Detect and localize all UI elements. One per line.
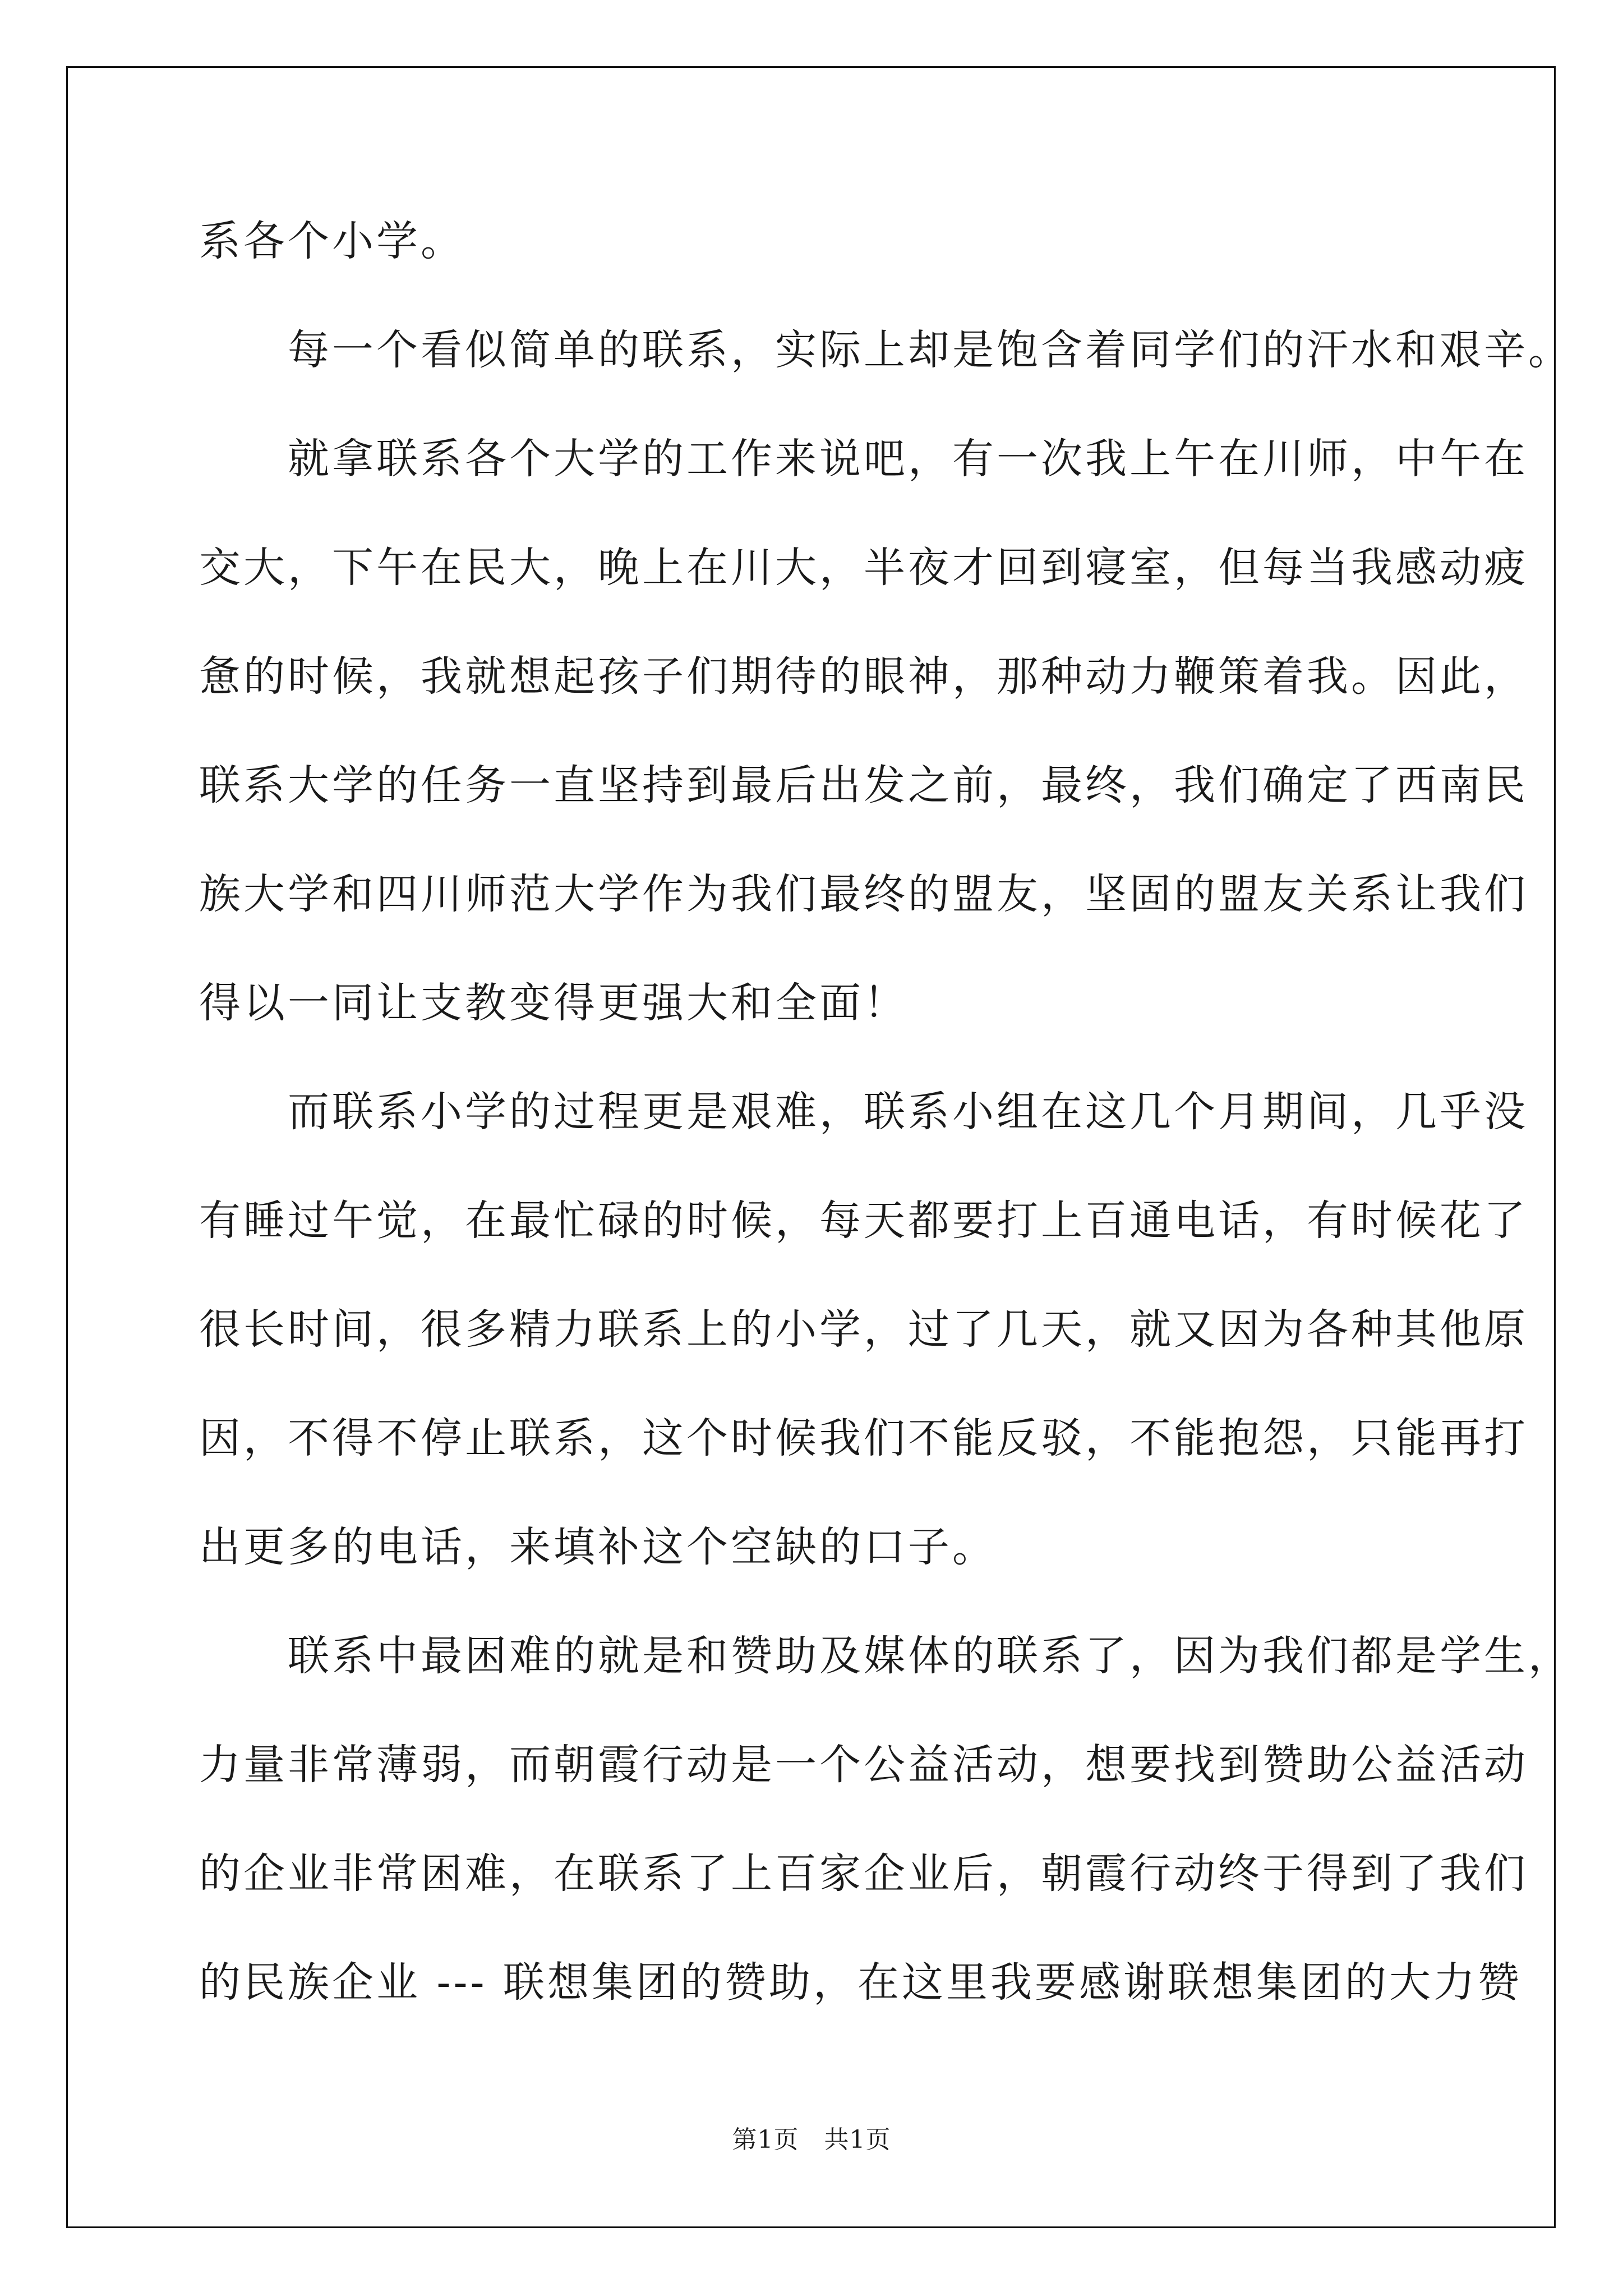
text-line: 每一个看似简单的联系，实际上却是饱含着同学们的汗水和艰辛。 <box>199 326 1573 374</box>
text-line: 惫的时候，我就想起孩子们期待的眼神，那种动力鞭策着我。因此， <box>199 652 1528 701</box>
text-line: 的民族企业 --- 联想集团的赞助，在这里我要感谢联想集团的大力赞 <box>199 1958 1523 2007</box>
text-line: 而联系小学的过程更是艰难，联系小组在这几个月期间，几乎没 <box>199 1088 1528 1136</box>
text-line: 力量非常薄弱，而朝霞行动是一个公益活动，想要找到赞助公益活动 <box>199 1741 1528 1789</box>
text-line: 联系大学的任务一直坚持到最后出发之前，最终，我们确定了西南民 <box>199 761 1528 809</box>
page-total: 共1页 <box>824 2125 891 2154</box>
text-line: 有睡过午觉，在最忙碌的时候，每天都要打上百通电话，有时候花了 <box>199 1197 1528 1245</box>
page-footer <box>0 2123 1623 2157</box>
text-line: 出更多的电话，来填补这个空缺的口子。 <box>199 1523 997 1571</box>
text-line: 系各个小学。 <box>199 217 465 265</box>
text-line: 因，不得不停止联系，这个时候我们不能反驳，不能抱怨，只能再打 <box>199 1414 1528 1462</box>
text-line: 族大学和四川师范大学作为我们最终的盟友，坚固的盟友关系让我们 <box>199 870 1528 918</box>
text-line: 很长时间，很多精力联系上的小学，过了几天，就又因为各种其他原 <box>199 1305 1528 1354</box>
text-line: 得以一同让支教变得更强大和全面！ <box>199 979 908 1027</box>
text-line: 交大，下午在民大，晚上在川大，半夜才回到寝室，但每当我感动疲 <box>199 544 1528 592</box>
text-line: 就拿联系各个大学的工作来说吧，有一次我上午在川师，中午在 <box>199 435 1528 483</box>
page-number: 第1页 <box>732 2125 799 2154</box>
text-line: 的企业非常困难，在联系了上百家企业后，朝霞行动终于得到了我们 <box>199 1849 1528 1898</box>
text-line: 联系中最困难的就是和赞助及媒体的联系了，因为我们都是学生， <box>199 1632 1573 1680</box>
